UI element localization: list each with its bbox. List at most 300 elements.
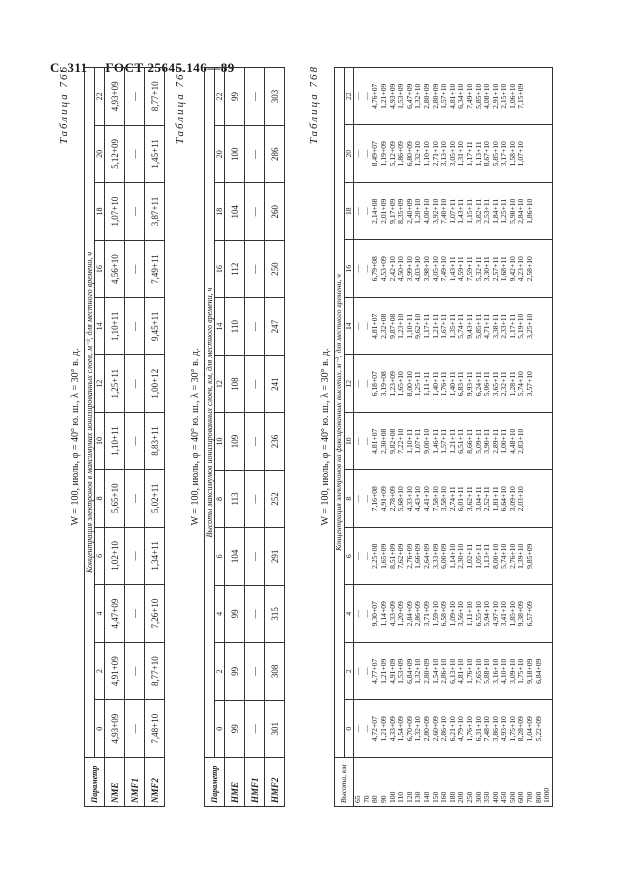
param-header: Параметр bbox=[205, 758, 225, 807]
table-cell: 236 bbox=[265, 413, 285, 470]
hour-header: 22 bbox=[344, 68, 354, 126]
table-cell: 1,05+11 bbox=[473, 543, 483, 569]
table-cell: 5,22+09 bbox=[533, 716, 543, 742]
page-number: С. 311 bbox=[50, 60, 88, 75]
value-column bbox=[354, 528, 553, 586]
height-value: 1000 bbox=[542, 787, 552, 803]
table-cell: 4,93+10 bbox=[499, 716, 509, 742]
height-value: 120 bbox=[404, 791, 414, 803]
table-cell: 1,17+11 bbox=[507, 313, 517, 339]
hour-header: 12 bbox=[215, 355, 225, 412]
table-cell: 5,88+10 bbox=[482, 658, 492, 684]
table-cell: 315 bbox=[265, 585, 285, 642]
table-cell: 5,94+10 bbox=[482, 601, 492, 627]
table-cell: 100 bbox=[225, 126, 245, 183]
table-cell: 3,82+11 bbox=[473, 198, 483, 224]
table-cell: 2,64+09 bbox=[421, 543, 431, 569]
table-cell: 4,50+10 bbox=[396, 256, 406, 282]
table-cell: — bbox=[353, 264, 363, 273]
table-cell: 4,33+09 bbox=[387, 601, 397, 627]
value-column bbox=[354, 298, 553, 356]
table-cell: 4,71+11 bbox=[482, 313, 492, 339]
table-cell: 2,32+08 bbox=[378, 313, 388, 339]
table-cell: 110 bbox=[225, 298, 245, 355]
table-cell: 1,58+10 bbox=[507, 141, 517, 167]
table-cell: 2,84+10 bbox=[516, 198, 526, 224]
table-cell: 2,91+10 bbox=[490, 83, 500, 109]
table-cell: 8,00+10 bbox=[404, 371, 414, 397]
table-cell: 4,97+10 bbox=[490, 601, 500, 627]
table-cell: 9,93+11 bbox=[464, 371, 474, 397]
table-cell: 4,33+09 bbox=[387, 716, 397, 742]
table-cell: — bbox=[353, 667, 363, 676]
height-value: 400 bbox=[490, 791, 500, 803]
param-name: NMF1 bbox=[125, 758, 145, 807]
table-cell: 7,22+10 bbox=[396, 428, 406, 454]
height-value: 90 bbox=[378, 795, 388, 803]
table-cell: — bbox=[245, 528, 265, 585]
table-cell: — bbox=[361, 264, 371, 273]
table-cell: 1,02+10 bbox=[105, 527, 125, 585]
table-cell: 9,30+07 bbox=[370, 601, 380, 627]
hour-header: 12 bbox=[95, 355, 105, 413]
table-row bbox=[145, 68, 165, 807]
table-cell: — bbox=[353, 322, 363, 331]
table-cell: — bbox=[361, 92, 371, 101]
table-cell: 3,38+11 bbox=[490, 313, 500, 339]
table-cell: 5,74+10 bbox=[499, 543, 509, 569]
table-cell: 308 bbox=[265, 643, 285, 700]
table-cell: 5,06+11 bbox=[482, 371, 492, 397]
table-cell: 8,77+10 bbox=[145, 642, 165, 700]
table-cell: 1,00+11 bbox=[499, 428, 509, 454]
table-cell: 5,85+11 bbox=[473, 313, 483, 339]
table-cell: 1,25+11 bbox=[499, 198, 509, 224]
table-cell: 2,40+09 bbox=[404, 198, 414, 224]
value-column bbox=[354, 643, 553, 701]
table-cell: 5,74+10 bbox=[516, 371, 526, 397]
table-cell: 3,16+10 bbox=[490, 658, 500, 684]
table-cell: 4,93+09 bbox=[105, 700, 125, 758]
table-cell: 3,56+10 bbox=[456, 601, 466, 627]
table-cell: 2,58+10 bbox=[525, 256, 535, 282]
table-766-label: Таблица 766 bbox=[58, 65, 70, 145]
table-cell: 4,48+10 bbox=[507, 428, 517, 454]
height-value: 180 bbox=[447, 791, 457, 803]
table-cell: 3,87+11 bbox=[145, 183, 165, 241]
table-cell: 5,09+11 bbox=[473, 428, 483, 454]
table-cell: 2,78+09 bbox=[387, 486, 397, 512]
table-cell: 4,53+09 bbox=[378, 256, 388, 282]
table-cell: 4,03+10 bbox=[413, 256, 423, 282]
table-cell: — bbox=[125, 470, 145, 528]
hour-header: 0 bbox=[95, 700, 105, 758]
table-768 bbox=[334, 67, 553, 807]
table-cell: 2,25+08 bbox=[370, 543, 380, 569]
height-value: 80 bbox=[370, 795, 380, 803]
hour-header: 20 bbox=[215, 126, 225, 183]
table-cell: 3,86+10 bbox=[490, 716, 500, 742]
table-cell: 3,71+09 bbox=[421, 601, 431, 627]
height-header: Высота, км bbox=[335, 758, 354, 807]
table-cell: 7,16+08 bbox=[370, 486, 380, 512]
table-cell: 7,40+10 bbox=[439, 198, 449, 224]
hour-header: 2 bbox=[95, 642, 105, 700]
table-cell: 1,14+09 bbox=[378, 601, 388, 627]
height-value: 65 bbox=[353, 795, 363, 803]
table-cell: 250 bbox=[265, 240, 285, 297]
table-cell: 4,08+10 bbox=[482, 83, 492, 109]
table-cell: 2,76+09 bbox=[404, 543, 414, 569]
table-cell: 108 bbox=[225, 355, 245, 412]
param-name: NMF2 bbox=[145, 758, 165, 807]
table-768-title: W = 100, июль, φ = 40° ю. ш., λ = 30° в. д. bbox=[320, 348, 331, 526]
table-cell: 1,09+10 bbox=[447, 601, 457, 627]
table-cell: 1,17+11 bbox=[421, 313, 431, 339]
table-cell: — bbox=[353, 609, 363, 618]
table-cell: 4,43+10 bbox=[413, 486, 423, 512]
table-cell: 1,15+11 bbox=[464, 198, 474, 224]
table-cell: 7,15+09 bbox=[516, 83, 526, 109]
table-cell: 301 bbox=[265, 700, 285, 757]
table-cell: 8,00+10 bbox=[490, 543, 500, 569]
table-cell: 8,83+11 bbox=[145, 413, 165, 470]
table-cell: 3,98+10 bbox=[421, 256, 431, 282]
table-cell: 4,76+07 bbox=[370, 83, 380, 109]
table-cell: 2,83+10 bbox=[516, 428, 526, 454]
table-cell: 1,67+11 bbox=[439, 313, 449, 339]
table-767 bbox=[204, 67, 285, 807]
table-cell: 2,86+10 bbox=[439, 658, 449, 684]
table-cell: — bbox=[245, 585, 265, 642]
table-cell: — bbox=[361, 149, 371, 158]
table-cell: 6,34+10 bbox=[456, 83, 466, 109]
hour-header: 4 bbox=[344, 585, 354, 643]
table-cell: — bbox=[125, 585, 145, 643]
table-cell: 6,55+10 bbox=[473, 601, 483, 627]
hour-header: 4 bbox=[215, 585, 225, 642]
table-cell: — bbox=[353, 379, 363, 388]
table-cell: 104 bbox=[225, 183, 245, 240]
hour-header: 14 bbox=[215, 298, 225, 355]
height-value: 800 bbox=[533, 791, 543, 803]
table-767-subtitle: Высоты максимумов ионизированных слоев, км, для местного времени, ч bbox=[205, 68, 215, 758]
hour-header: 8 bbox=[215, 470, 225, 527]
table-cell: 4,59+11 bbox=[456, 256, 466, 282]
table-cell: 1,84+11 bbox=[490, 198, 500, 224]
table-row bbox=[105, 68, 125, 807]
table-cell: 6,24+11 bbox=[473, 371, 483, 397]
table-cell: 303 bbox=[265, 68, 285, 126]
table-cell: — bbox=[353, 494, 363, 503]
table-cell: 1,32+10 bbox=[413, 658, 423, 684]
hour-header: 20 bbox=[95, 125, 105, 183]
hour-header: 2 bbox=[215, 643, 225, 700]
table-cell: 1,46+11 bbox=[430, 428, 440, 454]
table-cell: 4,81+10 bbox=[456, 658, 466, 684]
table-cell: 1,76+11 bbox=[439, 371, 449, 397]
height-value: 150 bbox=[430, 791, 440, 803]
value-column bbox=[354, 413, 553, 471]
table-cell: 2,60+09 bbox=[430, 716, 440, 742]
table-cell: 99 bbox=[225, 643, 245, 700]
table-cell: 5,12+09 bbox=[105, 125, 125, 183]
table-766-title: W = 100, июль, φ = 40° ю. ш., λ = 30° в. д. bbox=[70, 348, 81, 526]
height-value: 200 bbox=[456, 791, 466, 803]
table-cell: 9,43+11 bbox=[464, 313, 474, 339]
table-cell: 3,05+10 bbox=[447, 141, 457, 167]
table-cell: — bbox=[125, 413, 145, 470]
table-cell: 4,00+10 bbox=[421, 198, 431, 224]
table-cell: 1,86+09 bbox=[396, 141, 406, 167]
table-cell: 1,06+10 bbox=[507, 83, 517, 109]
table-cell: 2,84+09 bbox=[404, 601, 414, 627]
table-cell: 4,05+10 bbox=[430, 256, 440, 282]
table-cell: 1,66+09 bbox=[413, 543, 423, 569]
table-cell: 1,11+10 bbox=[464, 601, 474, 627]
table-cell: 4,91+09 bbox=[378, 486, 388, 512]
table-cell: 1,35+11 bbox=[447, 313, 457, 339]
table-cell: 1,10+11 bbox=[404, 428, 414, 454]
param-name: NME bbox=[105, 758, 125, 807]
table-cell: 3,33+09 bbox=[430, 543, 440, 569]
table-cell: 4,41+10 bbox=[421, 486, 431, 512]
table-cell: 5,65+10 bbox=[105, 470, 125, 528]
table-body bbox=[354, 68, 553, 807]
table-cell: 9,18+09 bbox=[525, 658, 535, 684]
table-cell: 3,09+10 bbox=[507, 486, 517, 512]
hour-header: 16 bbox=[215, 240, 225, 297]
height-value: 350 bbox=[482, 791, 492, 803]
table-cell: 5,68+10 bbox=[396, 486, 406, 512]
table-cell: 9,62+10 bbox=[413, 313, 423, 339]
table-cell: 4,93+09 bbox=[387, 83, 397, 109]
table-cell: 1,53+09 bbox=[396, 83, 406, 109]
table-cell: 1,85+10 bbox=[507, 601, 517, 627]
table-cell: 2,30+10 bbox=[456, 543, 466, 569]
table-cell: — bbox=[125, 355, 145, 413]
table-cell: 112 bbox=[225, 240, 245, 297]
table-cell: 1,10+11 bbox=[404, 313, 414, 339]
table-cell: 1,43+11 bbox=[456, 198, 466, 224]
table-cell: 2,80+09 bbox=[421, 716, 431, 742]
table-cell: 9,87+08 bbox=[387, 313, 397, 339]
hour-header: 12 bbox=[344, 355, 354, 413]
table-cell: 6,80+09 bbox=[404, 141, 414, 167]
table-cell: — bbox=[125, 642, 145, 700]
table-cell: — bbox=[353, 92, 363, 101]
table-cell: 1,57+11 bbox=[439, 428, 449, 454]
table-cell: 8,28+09 bbox=[516, 716, 526, 742]
height-value: 300 bbox=[473, 791, 483, 803]
table-cell: — bbox=[245, 643, 265, 700]
table-cell: 6,83+11 bbox=[456, 371, 466, 397]
table-cell: 4,91+09 bbox=[387, 658, 397, 684]
table-cell: 2,80+09 bbox=[421, 658, 431, 684]
table-cell: 4,81+07 bbox=[370, 313, 380, 339]
height-value: 130 bbox=[413, 791, 423, 803]
hour-header: 22 bbox=[95, 68, 105, 126]
table-cell: 7,49+11 bbox=[145, 240, 165, 298]
table-cell: 3,04+11 bbox=[473, 486, 483, 512]
table-cell: 6,51+11 bbox=[456, 428, 466, 454]
table-cell: 1,20+09 bbox=[396, 601, 406, 627]
table-cell: 3,62+11 bbox=[464, 486, 474, 512]
table-cell: 1,21+09 bbox=[378, 83, 388, 109]
table-cell: 1,02+11 bbox=[464, 543, 474, 569]
table-cell: 104 bbox=[225, 528, 245, 585]
table-cell: 8,67+10 bbox=[482, 141, 492, 167]
table-cell: — bbox=[245, 183, 265, 240]
table-cell: 1,57+10 bbox=[439, 83, 449, 109]
table-766 bbox=[84, 67, 165, 807]
table-cell: 1,65+09 bbox=[378, 543, 388, 569]
table-cell: 1,25+11 bbox=[105, 355, 125, 413]
table-cell: 2,52+11 bbox=[482, 486, 492, 512]
table-cell: 4,81+10 bbox=[447, 83, 457, 109]
table-cell: — bbox=[353, 149, 363, 158]
table-cell: 4,10+10 bbox=[499, 658, 509, 684]
hour-header: 10 bbox=[95, 413, 105, 470]
table-cell: 4,79+10 bbox=[456, 716, 466, 742]
table-cell: 6,79+08 bbox=[370, 256, 380, 282]
table-cell: 291 bbox=[265, 528, 285, 585]
table-cell: 3,30+11 bbox=[482, 256, 492, 282]
table-cell: 1,54+10 bbox=[430, 658, 440, 684]
hour-header: 10 bbox=[215, 413, 225, 470]
hour-header: 18 bbox=[344, 183, 354, 241]
table-cell: 3,99+10 bbox=[404, 256, 414, 282]
table-cell: — bbox=[361, 609, 371, 618]
table-cell: 113 bbox=[225, 470, 245, 527]
table-cell: 5,12+09 bbox=[387, 141, 397, 167]
table-cell: 2,89+11 bbox=[490, 428, 500, 454]
table-cell: — bbox=[361, 667, 371, 676]
hour-header: 14 bbox=[344, 298, 354, 356]
table-cell: 1,40+11 bbox=[447, 371, 457, 397]
table-cell: 1,10+11 bbox=[105, 298, 125, 355]
table-cell: 6,01+11 bbox=[456, 486, 466, 512]
table-cell: 241 bbox=[265, 355, 285, 412]
height-value: 450 bbox=[499, 791, 509, 803]
table-cell: 1,19+09 bbox=[378, 141, 388, 167]
table-cell: 1,76+10 bbox=[464, 658, 474, 684]
table-cell: 7,48+10 bbox=[482, 716, 492, 742]
hour-header: 18 bbox=[215, 183, 225, 240]
table-cell: 1,31+10 bbox=[456, 141, 466, 167]
table-cell: 3,13+10 bbox=[439, 141, 449, 167]
table-cell: — bbox=[361, 724, 371, 733]
table-767-title: W = 100, июль, φ = 40° ю. ш., λ = 30° в. д. bbox=[190, 348, 201, 526]
rotated-content bbox=[50, 57, 590, 817]
table-cell: 6,00+09 bbox=[439, 543, 449, 569]
table-cell: 4,23+10 bbox=[516, 256, 526, 282]
table-row bbox=[125, 68, 145, 807]
table-cell: 2,57+11 bbox=[490, 256, 500, 282]
table-cell: 1,43+11 bbox=[447, 256, 457, 282]
table-cell: — bbox=[361, 322, 371, 331]
gost-number: ГОСТ 25645.146—89 bbox=[105, 60, 235, 75]
table-cell: 5,74+11 bbox=[456, 313, 466, 339]
table-cell: 1,13+11 bbox=[482, 543, 492, 569]
table-cell: 8,51+09 bbox=[387, 543, 397, 569]
param-header: Параметр bbox=[85, 758, 105, 807]
table-cell: — bbox=[353, 207, 363, 216]
table-cell: 2,15+10 bbox=[499, 83, 509, 109]
table-cell: 1,14+10 bbox=[447, 543, 457, 569]
table-cell: 3,41+10 bbox=[499, 601, 509, 627]
table-cell: 6,84+09 bbox=[533, 658, 543, 684]
table-cell: 1,20+10 bbox=[413, 198, 423, 224]
table-cell: 7,49+10 bbox=[464, 83, 474, 109]
table-cell: 9,38+09 bbox=[516, 601, 526, 627]
hour-header: 6 bbox=[344, 528, 354, 586]
table-cell: 8,35+09 bbox=[396, 198, 406, 224]
table-cell: 1,81+11 bbox=[490, 486, 500, 512]
table-cell: — bbox=[125, 125, 145, 183]
table-cell: 1,59+10 bbox=[430, 601, 440, 627]
value-column bbox=[354, 470, 553, 528]
table-row bbox=[245, 68, 265, 807]
table-cell: 7,62+09 bbox=[396, 543, 406, 569]
table-cell: 2,74+11 bbox=[447, 486, 457, 512]
table-cell: 3,65+11 bbox=[490, 371, 500, 397]
table-cell: 1,10+10 bbox=[421, 141, 431, 167]
hour-header: 20 bbox=[344, 125, 354, 183]
height-value: 700 bbox=[525, 791, 535, 803]
table-cell: 5,85+10 bbox=[490, 141, 500, 167]
table-cell: 8,66+11 bbox=[464, 428, 474, 454]
table-cell: 1,65+10 bbox=[396, 371, 406, 397]
table-cell: 4,81+07 bbox=[370, 428, 380, 454]
value-column bbox=[354, 585, 553, 643]
param-name: HME bbox=[225, 758, 245, 807]
table-cell: 1,76+10 bbox=[464, 716, 474, 742]
height-value: 70 bbox=[361, 795, 371, 803]
table-cell: 1,10+11 bbox=[105, 413, 125, 470]
table-cell: 3,19+08 bbox=[378, 371, 388, 397]
height-value: 140 bbox=[421, 791, 431, 803]
table-cell: 9,17+09 bbox=[387, 198, 397, 224]
table-cell: 260 bbox=[265, 183, 285, 240]
table-cell: 1,45+11 bbox=[145, 125, 165, 183]
table-cell: 1,07+11 bbox=[447, 198, 457, 224]
table-cell: 1,13+11 bbox=[473, 141, 483, 167]
table-cell: 1,21+09 bbox=[378, 716, 388, 742]
height-value: 110 bbox=[396, 791, 406, 803]
table-cell: — bbox=[245, 68, 265, 126]
height-value: 600 bbox=[516, 791, 526, 803]
table-cell: 1,21+09 bbox=[378, 658, 388, 684]
param-name: HMF2 bbox=[265, 758, 285, 807]
table-cell: 6,58+09 bbox=[439, 601, 449, 627]
table-cell: 1,54+09 bbox=[396, 716, 406, 742]
table-cell: 6,47+09 bbox=[404, 83, 414, 109]
table-cell: — bbox=[245, 700, 265, 757]
table-cell: 1,25+11 bbox=[413, 371, 423, 397]
table-cell: 7,59+11 bbox=[464, 256, 474, 282]
table-cell: 9,85+09 bbox=[525, 543, 535, 569]
table-cell: 7,58+10 bbox=[430, 486, 440, 512]
height-column bbox=[354, 758, 553, 807]
table-cell: — bbox=[125, 700, 145, 758]
table-cell: 6,13+10 bbox=[447, 658, 457, 684]
table-cell: 8,77+10 bbox=[145, 68, 165, 126]
param-name: HMF1 bbox=[245, 758, 265, 807]
hour-header: 16 bbox=[95, 240, 105, 298]
table-cell: 3,92+10 bbox=[430, 198, 440, 224]
hour-header: 8 bbox=[344, 470, 354, 528]
